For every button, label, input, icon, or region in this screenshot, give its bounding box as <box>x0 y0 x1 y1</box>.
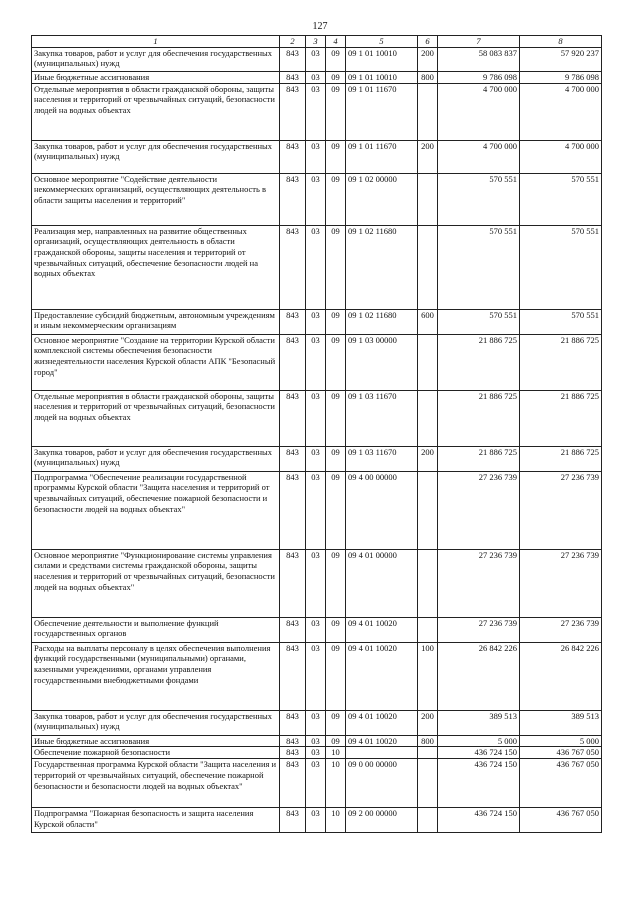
expense-type-cell <box>418 83 438 140</box>
subsection-cell: 09 <box>326 309 346 334</box>
subsection-cell: 09 <box>326 47 346 71</box>
grbs-cell: 843 <box>280 334 306 390</box>
expense-type-cell: 200 <box>418 446 438 471</box>
amount-cell: 4 700 000 <box>520 83 602 140</box>
row-name-cell: Подпрограмма "Пожарная безопасность и защита населения Курской области" <box>32 808 280 833</box>
table-row <box>32 83 602 140</box>
section-cell: 03 <box>306 446 326 471</box>
grbs-cell: 843 <box>280 471 306 549</box>
amount-cell: 4 700 000 <box>520 140 602 173</box>
amount-cell: 389 513 <box>520 710 602 735</box>
row-name-cell: Закупка товаров, работ и услуг для обеспечения государственных (муниципальных) нужд <box>32 47 280 71</box>
subsection-cell: 09 <box>326 71 346 83</box>
amount-cell: 26 842 226 <box>520 642 602 710</box>
column-header: 4 <box>326 36 346 48</box>
target-article-cell: 09 0 00 00000 <box>346 759 418 808</box>
amount-cell: 27 236 739 <box>520 617 602 642</box>
subsection-cell: 09 <box>326 390 346 446</box>
section-cell: 03 <box>306 642 326 710</box>
target-article-cell: 09 1 01 11670 <box>346 83 418 140</box>
target-article-cell: 09 4 01 10020 <box>346 642 418 710</box>
amount-cell: 436 767 050 <box>520 747 602 759</box>
target-article-cell: 09 1 03 00000 <box>346 334 418 390</box>
section-cell: 03 <box>306 735 326 747</box>
grbs-cell: 843 <box>280 225 306 309</box>
section-cell: 03 <box>306 617 326 642</box>
section-cell: 03 <box>306 309 326 334</box>
column-header: 1 <box>32 36 280 48</box>
expense-type-cell <box>418 173 438 225</box>
expense-type-cell <box>418 471 438 549</box>
amount-cell: 570 551 <box>438 225 520 309</box>
target-article-cell: 09 1 01 11670 <box>346 140 418 173</box>
amount-cell: 21 886 725 <box>520 390 602 446</box>
row-name-cell: Основное мероприятие "Создание на территории Курской области комплексной системы обеспечения безопасности жизнедеятельности населения Курской области АПК "Безопасный город" <box>32 334 280 390</box>
section-cell: 03 <box>306 140 326 173</box>
subsection-cell: 10 <box>326 808 346 833</box>
table-row <box>32 334 602 390</box>
amount-cell: 436 767 050 <box>520 808 602 833</box>
row-name-cell: Обеспечение пожарной безопасности <box>32 747 280 759</box>
amount-cell: 5 000 <box>520 735 602 747</box>
row-name-cell: Расходы на выплаты персоналу в целях обеспечения выполнения функций государственными (муниципальными) органами, казенными учреждениями, органами управления государственными внебюджетными фондами <box>32 642 280 710</box>
row-name-cell: Основное мероприятие "Функционирование системы управления силами и средствами системы гражданской обороны, защиты населения и территорий от чрезвычайных ситуаций, безопасности людей на водных объектах" <box>32 549 280 617</box>
table-row <box>32 173 602 225</box>
target-article-cell <box>346 747 418 759</box>
amount-cell: 27 236 739 <box>438 549 520 617</box>
amount-cell: 570 551 <box>520 173 602 225</box>
amount-cell: 436 724 150 <box>438 808 520 833</box>
amount-cell: 21 886 725 <box>520 334 602 390</box>
target-article-cell: 09 4 01 10020 <box>346 735 418 747</box>
table-row <box>32 71 602 83</box>
subsection-cell: 09 <box>326 710 346 735</box>
page-number: 127 <box>312 21 328 32</box>
target-article-cell: 09 4 01 10020 <box>346 710 418 735</box>
row-name-cell: Отдельные мероприятия в области гражданской обороны, защиты населения и территорий от чрезвычайных ситуаций, безопасности людей на водных объектах <box>32 390 280 446</box>
expense-type-cell: 200 <box>418 710 438 735</box>
grbs-cell: 843 <box>280 309 306 334</box>
row-name-cell: Предоставление субсидий бюджетным, автономным учреждениям и иным некоммерческим организациям <box>32 309 280 334</box>
table-row <box>32 47 602 71</box>
expense-type-cell: 800 <box>418 71 438 83</box>
row-name-cell: Государственная программа Курской области "Защита населения и территорий от чрезвычайных ситуаций, обеспечение пожарной безопасности и безопасности людей на водных объектах" <box>32 759 280 808</box>
amount-cell: 570 551 <box>438 173 520 225</box>
target-article-cell: 09 1 02 11680 <box>346 225 418 309</box>
amount-cell: 27 236 739 <box>438 471 520 549</box>
expense-type-cell <box>418 617 438 642</box>
table-row <box>32 225 602 309</box>
amount-cell: 27 236 739 <box>520 471 602 549</box>
section-cell: 03 <box>306 471 326 549</box>
amount-cell: 4 700 000 <box>438 140 520 173</box>
amount-cell: 389 513 <box>438 710 520 735</box>
grbs-cell: 843 <box>280 759 306 808</box>
grbs-cell: 843 <box>280 173 306 225</box>
subsection-cell: 10 <box>326 747 346 759</box>
target-article-cell: 09 1 02 00000 <box>346 173 418 225</box>
grbs-cell: 843 <box>280 83 306 140</box>
expense-type-cell <box>418 759 438 808</box>
target-article-cell: 09 4 00 00000 <box>346 471 418 549</box>
row-name-cell: Подпрограмма "Обеспечение реализации государственной программы Курской области "Защита населения и территорий от чрезвычайных ситуаций, обеспечение пожарной безопасности и безопасности людей на водных объектах" <box>32 471 280 549</box>
subsection-cell: 09 <box>326 334 346 390</box>
row-name-cell: Закупка товаров, работ и услуг для обеспечения государственных (муниципальных) нужд <box>32 710 280 735</box>
subsection-cell: 09 <box>326 471 346 549</box>
row-name-cell: Основное мероприятие "Содействие деятельности некоммерческих организаций, осуществляющих деятельность в области защиты населения и территорий" <box>32 173 280 225</box>
row-name-cell: Закупка товаров, работ и услуг для обеспечения государственных (муниципальных) нужд <box>32 446 280 471</box>
amount-cell: 21 886 725 <box>438 446 520 471</box>
target-article-cell: 09 1 03 11670 <box>346 446 418 471</box>
table-row <box>32 735 602 747</box>
amount-cell: 436 724 150 <box>438 747 520 759</box>
amount-cell: 9 786 098 <box>520 71 602 83</box>
target-article-cell: 09 2 00 00000 <box>346 808 418 833</box>
target-article-cell: 09 1 01 10010 <box>346 71 418 83</box>
budget-table <box>31 35 602 833</box>
grbs-cell: 843 <box>280 735 306 747</box>
expense-type-cell: 600 <box>418 309 438 334</box>
subsection-cell: 09 <box>326 735 346 747</box>
amount-cell: 4 700 000 <box>438 83 520 140</box>
column-header: 8 <box>520 36 602 48</box>
grbs-cell: 843 <box>280 446 306 471</box>
amount-cell: 21 886 725 <box>520 446 602 471</box>
grbs-cell: 843 <box>280 710 306 735</box>
grbs-cell: 843 <box>280 808 306 833</box>
target-article-cell: 09 1 02 11680 <box>346 309 418 334</box>
amount-cell: 57 920 237 <box>520 47 602 71</box>
table-row <box>32 747 602 759</box>
subsection-cell: 10 <box>326 759 346 808</box>
section-cell: 03 <box>306 759 326 808</box>
expense-type-cell: 800 <box>418 735 438 747</box>
subsection-cell: 09 <box>326 642 346 710</box>
grbs-cell: 843 <box>280 747 306 759</box>
subsection-cell: 09 <box>326 225 346 309</box>
grbs-cell: 843 <box>280 140 306 173</box>
subsection-cell: 09 <box>326 173 346 225</box>
table-row <box>32 617 602 642</box>
section-cell: 03 <box>306 173 326 225</box>
amount-cell: 570 551 <box>520 309 602 334</box>
column-header: 5 <box>346 36 418 48</box>
section-cell: 03 <box>306 71 326 83</box>
expense-type-cell: 200 <box>418 140 438 173</box>
expense-type-cell: 200 <box>418 47 438 71</box>
table-row <box>32 808 602 833</box>
table-header-row <box>32 36 602 48</box>
column-header: 3 <box>306 36 326 48</box>
column-header: 2 <box>280 36 306 48</box>
subsection-cell: 09 <box>326 83 346 140</box>
row-name-cell: Закупка товаров, работ и услуг для обеспечения государственных (муниципальных) нужд <box>32 140 280 173</box>
grbs-cell: 843 <box>280 71 306 83</box>
subsection-cell: 09 <box>326 549 346 617</box>
grbs-cell: 843 <box>280 390 306 446</box>
amount-cell: 21 886 725 <box>438 334 520 390</box>
amount-cell: 5 000 <box>438 735 520 747</box>
row-name-cell: Иные бюджетные ассигнования <box>32 735 280 747</box>
grbs-cell: 843 <box>280 617 306 642</box>
table-row <box>32 390 602 446</box>
grbs-cell: 843 <box>280 549 306 617</box>
target-article-cell: 09 4 01 00000 <box>346 549 418 617</box>
row-name-cell: Иные бюджетные ассигнования <box>32 71 280 83</box>
amount-cell: 26 842 226 <box>438 642 520 710</box>
table-row <box>32 759 602 808</box>
section-cell: 03 <box>306 549 326 617</box>
amount-cell: 27 236 739 <box>520 549 602 617</box>
amount-cell: 21 886 725 <box>438 390 520 446</box>
subsection-cell: 09 <box>326 140 346 173</box>
table-row <box>32 471 602 549</box>
section-cell: 03 <box>306 47 326 71</box>
expense-type-cell: 100 <box>418 642 438 710</box>
table-row <box>32 710 602 735</box>
expense-type-cell <box>418 549 438 617</box>
subsection-cell: 09 <box>326 617 346 642</box>
column-header: 6 <box>418 36 438 48</box>
table-row <box>32 140 602 173</box>
target-article-cell: 09 1 01 10010 <box>346 47 418 71</box>
expense-type-cell <box>418 390 438 446</box>
section-cell: 03 <box>306 83 326 140</box>
target-article-cell: 09 4 01 10020 <box>346 617 418 642</box>
row-name-cell: Реализация мер, направленных на развитие общественных организаций, осуществляющих деятельность в области гражданской обороны, защиты населения и территорий от чрезвычайных ситуаций, обеспечение безопасности людей на водных объектах <box>32 225 280 309</box>
grbs-cell: 843 <box>280 47 306 71</box>
grbs-cell: 843 <box>280 642 306 710</box>
expense-type-cell <box>418 334 438 390</box>
table-row <box>32 642 602 710</box>
section-cell: 03 <box>306 390 326 446</box>
section-cell: 03 <box>306 334 326 390</box>
section-cell: 03 <box>306 225 326 309</box>
table-row <box>32 446 602 471</box>
expense-type-cell <box>418 808 438 833</box>
amount-cell: 9 786 098 <box>438 71 520 83</box>
table-row <box>32 549 602 617</box>
section-cell: 03 <box>306 747 326 759</box>
amount-cell: 570 551 <box>438 309 520 334</box>
amount-cell: 58 083 837 <box>438 47 520 71</box>
amount-cell: 27 236 739 <box>438 617 520 642</box>
amount-cell: 436 724 150 <box>438 759 520 808</box>
target-article-cell: 09 1 03 11670 <box>346 390 418 446</box>
subsection-cell: 09 <box>326 446 346 471</box>
row-name-cell: Отдельные мероприятия в области гражданской обороны, защиты населения и территорий от чрезвычайных ситуаций, безопасности людей на водных объектах <box>32 83 280 140</box>
table-row <box>32 309 602 334</box>
column-header: 7 <box>438 36 520 48</box>
amount-cell: 436 767 050 <box>520 759 602 808</box>
section-cell: 03 <box>306 808 326 833</box>
row-name-cell: Обеспечение деятельности и выполнение функций государственных органов <box>32 617 280 642</box>
amount-cell: 570 551 <box>520 225 602 309</box>
section-cell: 03 <box>306 710 326 735</box>
expense-type-cell <box>418 747 438 759</box>
expense-type-cell <box>418 225 438 309</box>
